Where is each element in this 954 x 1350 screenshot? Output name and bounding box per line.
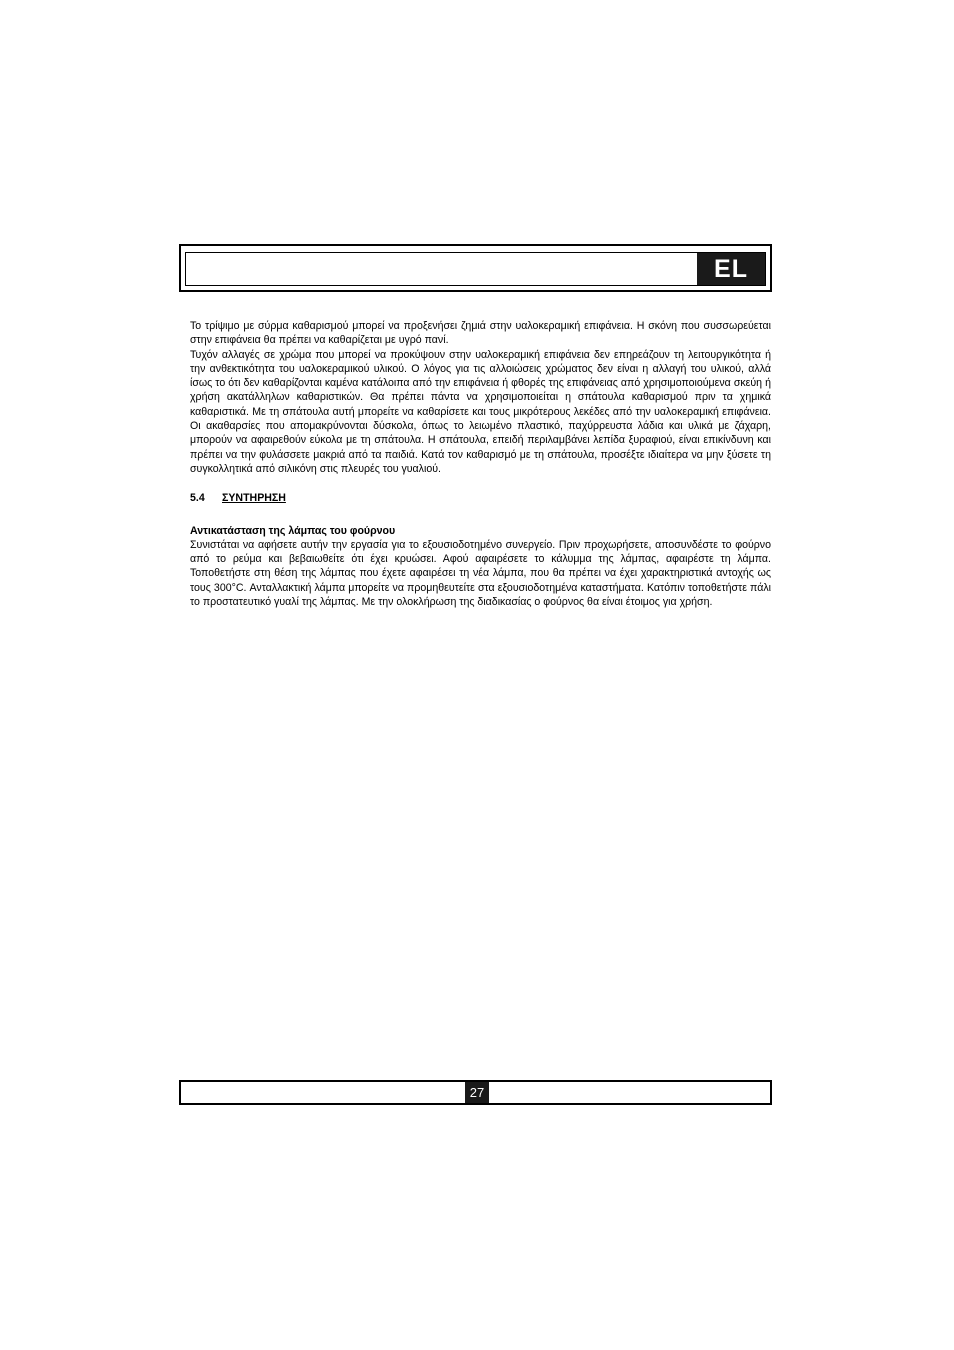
lamp-replacement-heading: Αντικατάσταση της λάμπας του φούρνου	[190, 524, 396, 537]
page-header	[179, 244, 772, 292]
cleaning-paragraph-2: Τυχόν αλλαγές σε χρώμα που μπορεί να προκύψουν στην υαλοκεραμική επιφάνεια δεν επηρεάζουν τη λειτουργικότητα ή την ανθεκτικότητα του υαλοκεραμικού υλικού. Ο λόγος για τις αλλοιώσεις χρώματος δεν είναι η αλλαγή του υλικού, αλλά ίσως το ότι δεν καθαρίζονται καμένα κατάλοιπα από την επιφάνεια ή φθορές της επιφάνειας από χρησιμοποιούμενα σκεύη ή χρήση ακατάλληλων καθαριστικών. Θα πρέπει πάντα να χρησιμοποιείται η σπάτουλα καθαρισμού πριν τα χημικά καθαριστικά. Με τη σπάτουλα αυτή μπορείτε να καθαρίσετε και τους μικρότερους λεκέδες από την υαλοκεραμική επιφάνεια. Οι ακαθαρσίες που απομακρύνονται δύσκολα, όπως το λειωμένο πλαστικό, παχύρρευστα λάδια και υλικά με ζάχαρη, μπορούν να αφαιρεθούν εύκολα με τη σπάτουλα. Η σπάτουλα, επειδή περιλαμβάνει λεπίδα ξυραφιού, είναι επικίνδυνη και πρέπει να την φυλάσσετε μακριά από τα παιδιά. Κατά τον καθαρισμό με τη σπάτουλα, προσέξτε ιδιαίτερα να μην ξύσετε τη συγκολλητικά από σιλικόνη στις πλευρές του γυαλιού.	[190, 348, 771, 475]
language-badge: EL	[697, 253, 765, 285]
page-content	[190, 319, 771, 609]
header-inner-frame	[185, 252, 766, 286]
page-number: 27	[465, 1082, 489, 1103]
section-heading	[190, 491, 771, 505]
lamp-replacement-paragraph: Συνιστάται να αφήσετε αυτήν την εργασία για το εξουσιοδοτημένο συνεργείο. Πριν προχωρήσετε, αποσυνδέστε το φούρνο από το ρεύμα και βεβαιωθείτε ότι έχει κρυώσει. Αφού αφαιρέσετε το κάλυμμα της λάμπας, αφαιρέστε τη λάμπα. Τοποθετήστε στη θέση της λάμπας που έχετε αφαιρέσει τη νέα λάμπα, που θα πρέπει να έχει χαρακτηριστικά αντοχής ως τους 300°C. Ανταλλακτική λάμπα μπορείτε να προμηθευτείτε στα εξουσιοδοτημένα καταστήματα. Κατόπιν τοποθετήστε πάλι το προστατευτικό γυαλί της λάμπας. Με την ολοκλήρωση της διαδικασίας ο φούρνος θα είναι έτοιμος για χρήση.	[190, 538, 771, 609]
section-number: 5.4	[190, 492, 205, 505]
page-footer	[179, 1080, 772, 1105]
cleaning-paragraph-1: Το τρίψιμο με σύρμα καθαρισμού μπορεί να προξενήσει ζημιά στην υαλοκεραμική επιφάνεια. Η σκόνη που συσσωρεύεται στην επιφάνεια θα πρέπει να καθαρίζεται με υγρό πανί.	[190, 320, 771, 347]
section-title: ΣΥΝΤΗΡΗΣΗ	[222, 492, 286, 505]
